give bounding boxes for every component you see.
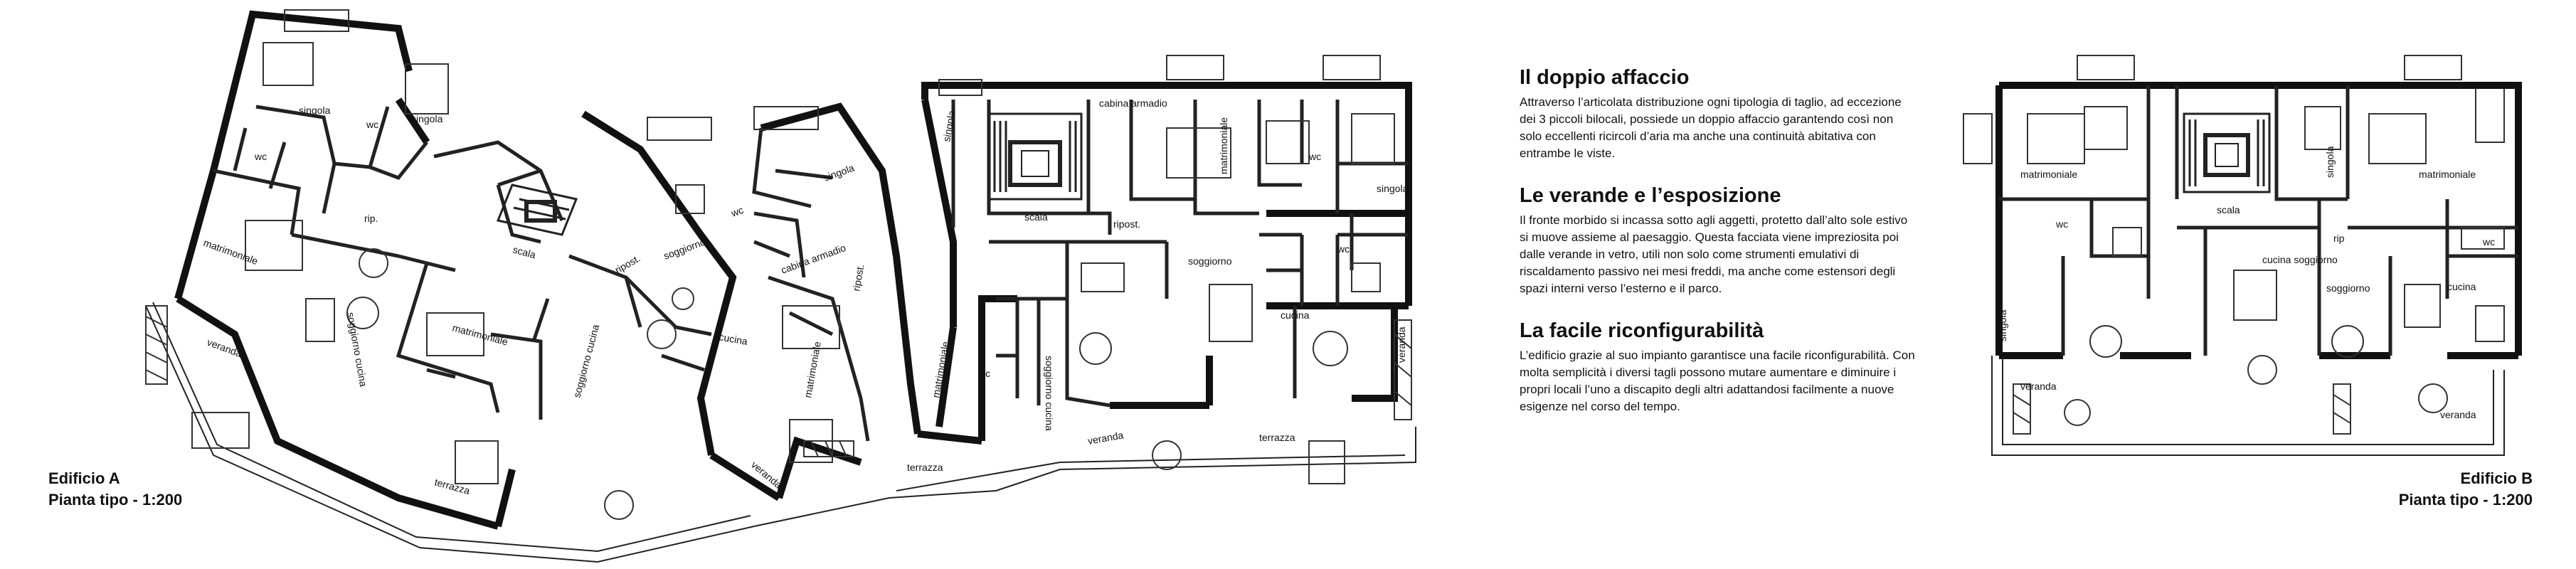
section-body: Attraverso l’articolata distribuzione ogni tipologia di taglio, ad eccezione dei 3 piccoli bilocali, possiede un doppio affaccio garantendo così non solo eccellenti ricircoli d’aria ma anche una continuità abitativa con entrambe le viste. <box>1520 95 1902 160</box>
label-cabina-armadio-1: cabina armadio <box>779 242 847 276</box>
section-title: Le verande e l’esposizione <box>1520 184 1781 207</box>
building-b-caption-scale: Pianta tipo - 1:200 <box>2398 491 2533 509</box>
section-double-aspect <box>1520 65 1918 162</box>
building-b-furniture <box>2028 107 2504 425</box>
section-title: Il doppio affaccio <box>1520 66 1690 89</box>
label-singola-b2: singola <box>2324 146 2336 178</box>
label-soggiorno-b1: soggiorno <box>2326 282 2370 294</box>
building-b-stair-core <box>2184 114 2269 192</box>
label-wc-b1: wc <box>2056 218 2069 230</box>
label-matrimoniale-1: matrimoniale <box>201 236 260 267</box>
label-wc-2: wc <box>255 151 267 162</box>
label-singola-b1: singola <box>1997 309 2008 341</box>
label-scala-2: scala <box>1024 211 1048 223</box>
building-a-planters <box>146 306 1411 457</box>
label-matrimoniale-2: matrimoniale <box>451 321 509 348</box>
section-title: La facile riconfigurabilità <box>1520 319 1764 342</box>
label-cucina-b1: cucina <box>2447 281 2476 292</box>
label-wc-6: wc <box>1337 243 1350 255</box>
label-matrimoniale-b1: matrimoniale <box>2020 169 2078 180</box>
label-singola-4: singola <box>940 110 958 143</box>
label-soggiorno-2: soggiorno <box>1188 255 1232 267</box>
label-soggiorno-1: soggiorno <box>662 235 707 262</box>
label-terrazza-3: terrazza <box>907 462 943 473</box>
label-ripost-1: ripost. <box>613 252 642 276</box>
label-veranda-2: veranda <box>749 459 785 491</box>
label-soggiorno-cucina-1: soggiorno cucina <box>345 311 370 388</box>
label-ripost-3: ripost. <box>1113 218 1141 230</box>
label-soggiorno-cucina-2: soggiorno cucina <box>571 323 602 399</box>
label-cabina-armadio-2: cabina armadio <box>1099 97 1167 109</box>
building-b-caption-name: Edificio B <box>2460 469 2533 487</box>
description-column <box>1520 65 1918 437</box>
label-singola-5: singola <box>1377 183 1409 194</box>
label-veranda-b1: veranda <box>2020 381 2057 392</box>
label-singola-1: singola <box>299 105 331 116</box>
building-a-interior-walls <box>213 107 868 441</box>
building-a-caption-scale: Pianta tipo - 1:200 <box>48 491 183 509</box>
label-rip-1: rip. <box>364 213 378 224</box>
section-body: L’edificio grazie al suo impianto garantisce una facile riconfigurabilità. Con molta semplicità i diversi tagli possono mutare aumentare e diminuire i propri locali l’uno a discapito degli altri adattandosi facilmente a nuove esigenze nel corso del tempo. <box>1520 349 1915 413</box>
label-wc-1: wc <box>366 119 379 130</box>
label-rip-b1: rip <box>2333 233 2345 244</box>
label-soggiorno-cucina-3: soggiorno cucina <box>1044 356 1055 431</box>
label-scala-1: scala <box>512 243 537 261</box>
building-b-balconies <box>1963 55 2504 164</box>
label-singola-3: singola <box>822 161 856 184</box>
section-body: Il fronte morbido si incassa sotto agli aggetti, protetto dall’alto sole estivo si muove assieme al paesaggio. Questa facciata viene impreziosita poi dalle verande in vetro, utili non solo come strumenti emulativi di riscaldamento passivo nei mesi freddi, ma anche come estensori degli spazi interni verso l’esterno e il parco. <box>1520 213 1908 295</box>
label-terrazza-1: terrazza <box>433 476 472 496</box>
building-a-caption <box>48 468 182 511</box>
building-b-planters <box>2013 384 2350 434</box>
label-cucina-soggiorno-b1: cucina soggiorno <box>2262 254 2338 265</box>
label-matrimoniale-b2: matrimoniale <box>2419 169 2476 180</box>
label-veranda-1: veranda <box>205 336 243 360</box>
label-wc-3: wc <box>729 203 746 219</box>
building-b-room-labels <box>1997 146 2495 420</box>
label-scala-b1: scala <box>2217 204 2240 216</box>
building-a-room-labels <box>202 97 1409 496</box>
label-singola-2: singola <box>411 113 443 124</box>
building-b-caption <box>2376 468 2533 511</box>
label-wc-b2: wc <box>2483 236 2496 248</box>
label-matrimoniale-3: matrimoniale <box>802 340 823 399</box>
label-veranda-3: veranda <box>1086 429 1125 447</box>
section-reconfigurability <box>1520 319 1918 415</box>
label-matrimoniale-4: matrimoniale <box>1218 117 1229 174</box>
label-veranda-4: veranda <box>1396 326 1407 363</box>
label-ripost-2: ripost. <box>850 263 866 292</box>
building-a-caption-name: Edificio A <box>48 469 120 487</box>
section-verandas <box>1520 184 1918 297</box>
label-wc-4: wc <box>1309 151 1322 162</box>
label-wc-5: wc <box>978 368 991 379</box>
label-veranda-b2: veranda <box>2440 409 2476 420</box>
label-cucina-1: cucina <box>718 331 749 347</box>
label-matrimoniale-5: matrimoniale <box>930 340 951 399</box>
label-terrazza-2: terrazza <box>1259 432 1295 443</box>
label-cucina-2: cucina <box>1281 309 1310 321</box>
